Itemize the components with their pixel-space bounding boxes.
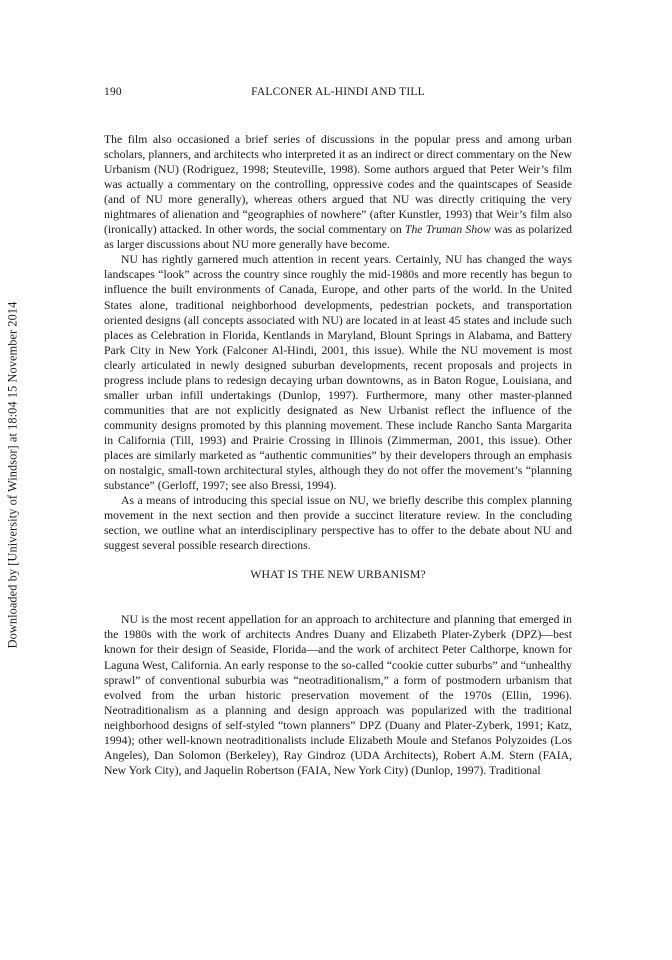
- page-number: 190: [104, 86, 122, 98]
- article-body: [104, 132, 572, 778]
- page-header: [104, 86, 572, 102]
- paragraph-2: NU has rightly garnered much attention in recent years. Certainly, NU has changed the ways landscapes “look” across the country since roughly the mid-1980s and more recently has begun to influence the built environments of Canada, Europe, and other parts of the world. In the United States alone, traditional neighborhood developments, pedestrian pockets, and transportation oriented designs (all concepts associated with NU) are located in at least 45 states and include such places as Celebration in Florida, Kentlands in Maryland, Blount Springs in Alabama, and Battery Park City in New York (Falconer Al-Hindi, 2001, this issue). While the NU movement is most clearly articulated in newly designed suburban developments, recent proposals and projects in progress include plans to redesign decaying urban downtowns, as in Baton Rogue, Louisiana, and smaller urban infill undertakings (Dunlop, 1997). Furthermore, many other master-planned communities that are not explicitly designated as New Urbanist reflect the influence of the community designs promoted by this planning movement. These include Rancho Santa Margarita in California (Till, 1993) and Prairie Crossing in Illinois (Zimmerman, 2001, this issue). Other places are similarly marketed as “authentic communities” by their developers through an emphasis on nostalgic, small-town architectural styles, although they do not offer the movement’s “planning substance” (Gerloff, 1997; see also Bressi, 1994).: [104, 253, 572, 493]
- film-title: The Truman Show: [404, 223, 491, 237]
- download-watermark: [6, 290, 20, 660]
- paragraph-1-part-a: The film also occasioned a brief series of discussions in the popular press and among urban scholars, planners, and architects who interpreted it as an indirect or direct commentary on the New Urbanism (NU) (Rodriguez, 1998; Steuteville, 1998). Some authors argued that Peter Weir’s film was actually a commentary on the controlling, oppressive codes and the quaintscapes of Seaside (and of NU more generally), whereas others argued that NU was directly critiquing the very nightmares of alienation and “geographies of nowhere” (after Kunstler, 1993) that Weir’s film also (ironically) attacked. In other words, the social commentary on: [104, 133, 572, 237]
- paragraph-1: [104, 132, 572, 252]
- paragraph-4: NU is the most recent appellation for an approach to architecture and planning that emerged in the 1980s with the work of architects Andres Duany and Elizabeth Plater-Zyberk (DPZ)—best known for their design of Seaside, Florida—and the work of architect Peter Calthorpe, known for Laguna West, California. An early response to the so-called “cookie cutter suburbs” and “unhealthy sprawl” of conventional suburbia was “neotraditionalism,” a form of postmodern urbanism that evolved from the urban historic preservation movement of the 1970s (Ellin, 1996). Neotraditionalism as a planning and design approach was popularized with the traditional neighborhood designs of self-styled “town planners” DPZ (Duany and Plater-Zyberk, 1991; Katz, 1994); other well-known neotraditionalists include Elizabeth Moule and Stefanos Polyzoides (Los Angeles), Dan Solomon (Berkeley), Ray Gindroz (UDA Architects), Robert A.M. Stern (FAIA, New York City), and Jaquelin Robertson (FAIA, New York City) (Dunlop, 1997). Traditional: [104, 613, 572, 777]
- running-head: FALCONER AL-HINDI AND TILL: [251, 86, 425, 98]
- section-heading: WHAT IS THE NEW URBANISM?: [250, 567, 426, 582]
- paragraph-1-part-b: was as polarized as larger discussions about NU more generally have become.: [104, 223, 573, 252]
- paragraph-3: As a means of introducing this special issue on NU, we briefly describe this complex planning movement in the next section and then provide a succinct literature review. In the concluding section, we outline what an interdisciplinary perspective has to offer to the debate about NU and suggest several possible research directions.: [104, 494, 572, 553]
- download-note: Downloaded by [University of Windsor] at 18:04 15 November 2014: [5, 301, 20, 649]
